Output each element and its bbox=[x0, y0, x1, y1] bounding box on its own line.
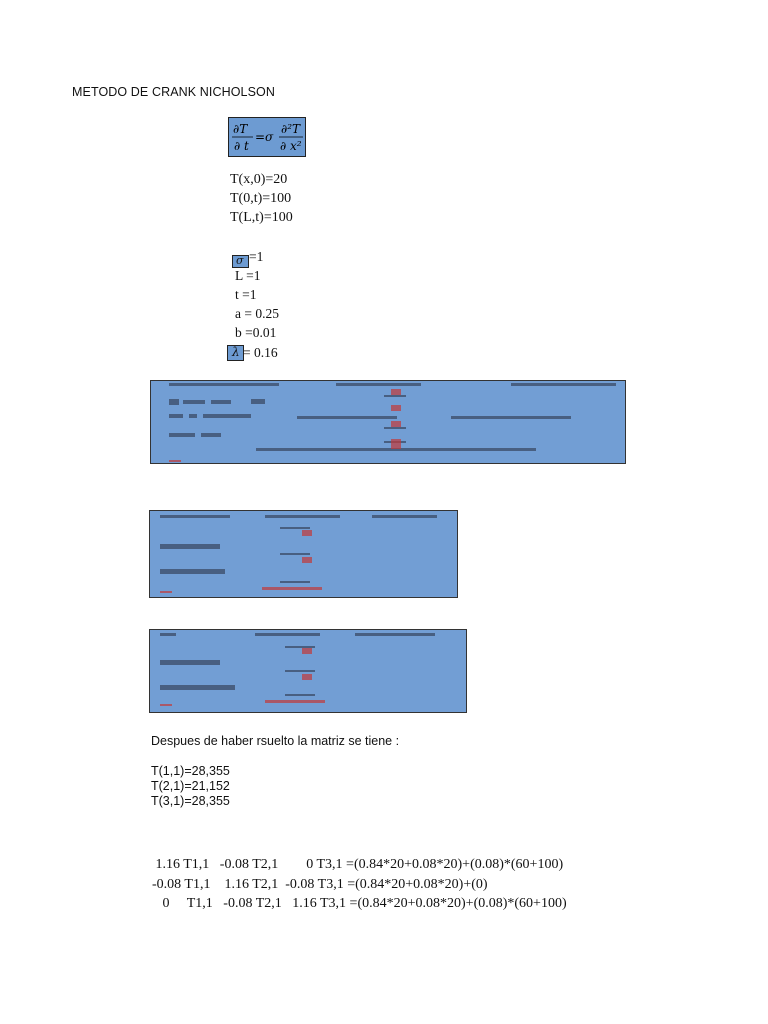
param-t: t =1 bbox=[235, 287, 257, 302]
pde-rhs-numerator: ∂²T bbox=[281, 122, 301, 136]
pde-lhs-denominator: ∂ t bbox=[234, 139, 249, 153]
sigma-symbol: σ bbox=[236, 254, 244, 267]
param-a: a = 0.25 bbox=[235, 306, 279, 321]
matrix-panel-3 bbox=[149, 629, 467, 713]
condition-initial: T(x,0)=20 bbox=[230, 172, 288, 187]
condition-left: T(0,t)=100 bbox=[230, 191, 292, 206]
matrix-panel-3-graphic bbox=[150, 630, 467, 713]
pde-equation bbox=[229, 118, 305, 156]
system-equation-2: -0.08 T1,1 1.16 T2,1 -0.08 T3,1 =(0.84*20+0.08*20)+(0) bbox=[152, 877, 488, 892]
param-lambda-value: = 0.16 bbox=[243, 345, 278, 360]
system-equation-3: 0 T1,1 -0.08 T2,1 1.16 T3,1 =(0.84*20+0.08*20)+(0.08)*(60+100) bbox=[152, 896, 567, 911]
system-equation-1: 1.16 T1,1 -0.08 T2,1 0 T3,1 =(0.84*20+0.08*20)+(0.08)*(60+100) bbox=[152, 857, 564, 872]
result-t11: T(1,1)=28,355 bbox=[151, 764, 230, 778]
lambda-symbol-box bbox=[227, 345, 244, 361]
param-sigma-value: =1 bbox=[249, 249, 264, 264]
pde-lhs-numerator: ∂T bbox=[233, 122, 248, 136]
param-L: L =1 bbox=[235, 268, 261, 283]
result-intro: Despues de haber rsuelto la matriz se tiene : bbox=[151, 734, 400, 748]
result-t31: T(3,1)=28,355 bbox=[151, 794, 230, 808]
pde-rhs-denominator: ∂ x² bbox=[280, 139, 302, 153]
condition-right: T(L,t)=100 bbox=[230, 210, 293, 225]
matrix-panel-2 bbox=[149, 510, 458, 598]
page-title: METODO DE CRANK NICHOLSON bbox=[72, 85, 275, 99]
pde-equals-sigma: =σ bbox=[255, 130, 274, 144]
matrix-panel-1 bbox=[150, 380, 626, 464]
matrix-panel-2-graphic bbox=[150, 511, 458, 598]
lambda-symbol: λ bbox=[232, 345, 240, 359]
result-t21: T(2,1)=21,152 bbox=[151, 779, 230, 793]
param-b: b =0.01 bbox=[235, 325, 277, 340]
matrix-panel-1-graphic bbox=[151, 381, 626, 464]
pde-equation-box bbox=[228, 117, 306, 157]
sigma-symbol-box bbox=[232, 255, 249, 268]
